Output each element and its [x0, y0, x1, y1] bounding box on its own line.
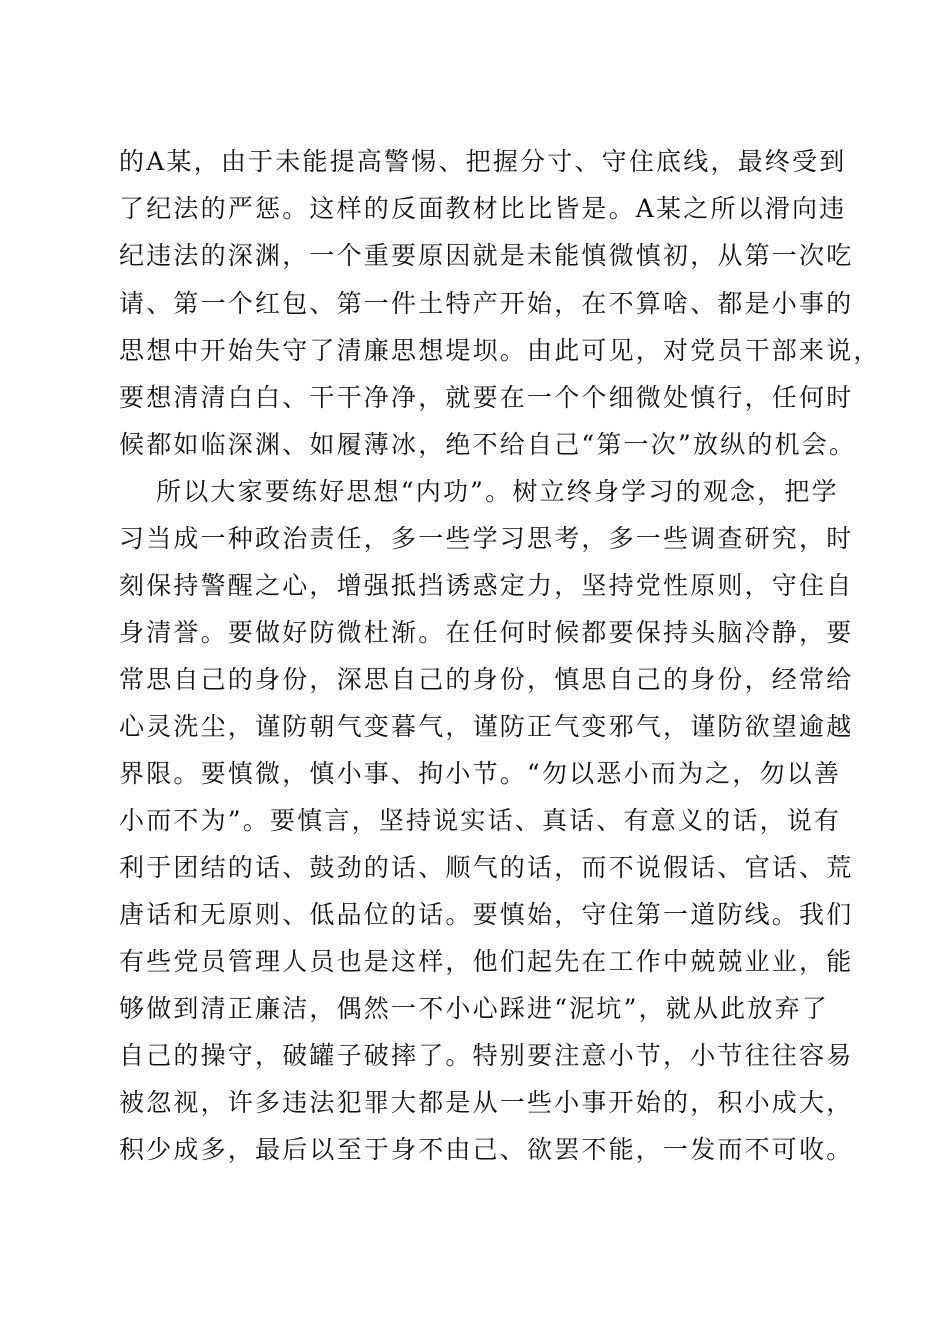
text-line: 界限。要慎微，慎小事、拘小节。“勿以恶小而为之，勿以善 [119, 759, 842, 788]
text-line: 常思自己的身份，深思自己的身份，慎思自己的身份，经常给 [119, 665, 854, 694]
text-line: 够做到清正廉洁，偶然一不小心踩进“泥坑”，就从此放弃了 [119, 994, 829, 1023]
text-line: 思想中开始失守了清廉思想堤坝。由此可见，对党员干部来说， [119, 336, 881, 365]
text-line: 请、第一个红包、第一件土特产开始，在不算啥、都是小事的 [119, 289, 854, 318]
text-line: 纪违法的深渊，一个重要原因就是未能慎微慎初，从第一次吃 [119, 241, 854, 270]
text-line: 身清誉。要做好防微杜渐。在任何时候都要保持头脑冷静，要 [119, 618, 854, 647]
text-line: 的A某，由于未能提高警惕、把握分寸、守住底线，最终受到 [119, 147, 847, 176]
text-line: 被忽视，许多违法犯罪大都是从一些小事开始的，积小成大， [119, 1088, 854, 1117]
text-line: 利于团结的话、鼓劲的话、顺气的话，而不说假话、官话、荒 [119, 853, 854, 882]
text-line: 唐话和无原则、低品位的话。要慎始，守住第一道防线。我们 [119, 900, 854, 929]
text-line: 心灵洗尘，谨防朝气变暮气，谨防正气变邪气，谨防欲望逾越 [119, 712, 854, 741]
text-line: 要想清清白白、干干净净，就要在一个个细微处慎行，任何时 [119, 383, 854, 412]
text-line: 候都如临深渊、如履薄冰，绝不给自己“第一次”放纵的机会。 [119, 430, 857, 459]
paragraph-first-line: 所以大家要练好思想“内功”。树立终身学习的观念，把学 [156, 477, 839, 506]
text-line: 习当成一种政治责任，多一些学习思考，多一些调查研究，时 [119, 524, 854, 553]
text-line: 积少成多，最后以至于身不由己、欲罢不能，一发而不可收。 [119, 1135, 854, 1164]
text-line: 小而不为”。要慎言，坚持说实话、真话、有意义的话，说有 [119, 806, 842, 835]
text-line: 有些党员管理人员也是这样，他们起先在工作中兢兢业业，能 [119, 947, 854, 976]
text-line: 自己的操守，破罐子破摔了。特别要注意小节，小节往往容易 [119, 1041, 854, 1070]
text-line: 了纪法的严惩。这样的反面教材比比皆是。A某之所以滑向违 [119, 194, 847, 223]
text-line: 刻保持警醒之心，增强抵挡诱惑定力，坚持党性原则，守住自 [119, 571, 854, 600]
